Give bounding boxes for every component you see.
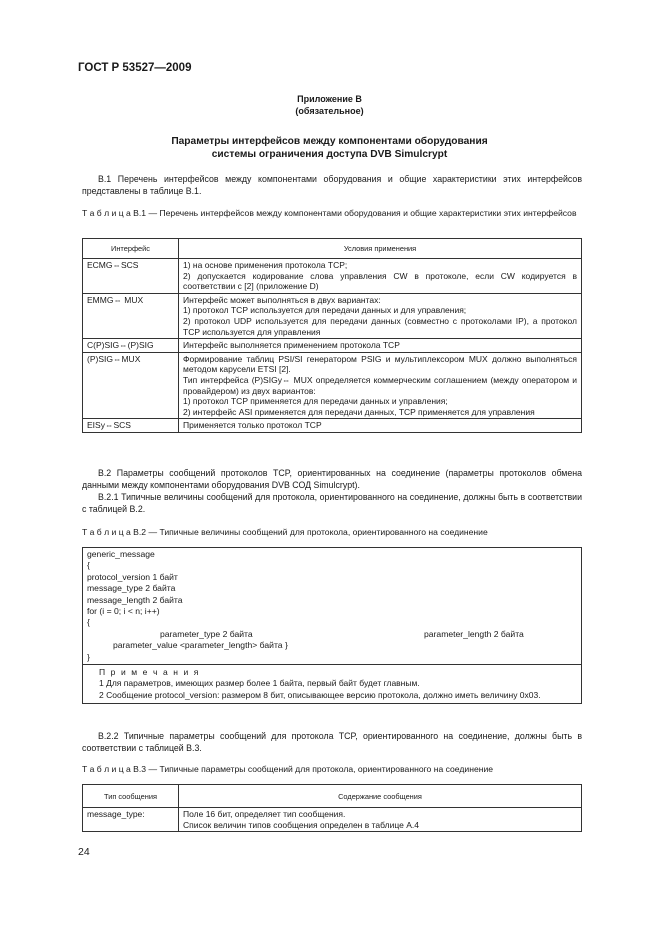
cell-message-type: message_type: — [83, 808, 179, 832]
code-line: { — [87, 617, 90, 628]
code-line-params — [87, 629, 577, 640]
table-interfaces — [82, 238, 582, 433]
table-header-row — [83, 239, 582, 259]
table2-caption — [82, 527, 582, 538]
appendix-status: (обязательное) — [295, 106, 364, 116]
cell-conditions: Применяется только протокол TCP — [179, 419, 582, 433]
note-item: 2 Сообщение protocol_version: размером 8 бит, описывающее версию протокола, должно иметь величину 0x03. — [99, 689, 541, 700]
table-row — [83, 419, 582, 433]
code-line: generic_message — [87, 549, 155, 559]
table-row — [83, 259, 582, 294]
code-parameter-length: parameter_length 2 байта — [424, 628, 524, 639]
table-row — [83, 339, 582, 353]
code-line: message_type 2 байта — [87, 583, 176, 594]
table3-caption — [82, 764, 582, 775]
section-b2-paragraph: В.2 Параметры сообщений протоколов TCP, ориентированных на соединение (параметры протоколов обмена данными между компонентами оборудования DVB СОД Simulcrypt). — [82, 468, 582, 490]
code-parameter-type: parameter_type 2 байта — [160, 628, 253, 639]
code-line: message_length 2 байта — [87, 594, 183, 605]
table3-label: Т а б л и ц а — [82, 764, 131, 774]
page-number: 24 — [78, 846, 90, 858]
appendix-heading-line1: Параметры интерфейсов между компонентами оборудования — [171, 136, 488, 147]
code-block — [83, 548, 581, 664]
code-line: protocol_version 1 байт — [87, 571, 178, 582]
table-row — [83, 293, 582, 338]
intro-paragraph: В.1 Перечень интерфейсов между компонентами оборудования и общие характеристики этих интерфейсов представлены в таблице В.1. — [82, 174, 582, 196]
header-message-type: Тип сообщения — [83, 785, 179, 808]
cell-conditions: Формирование таблиц PSI/SI генератором PSIG и мультиплексором MUX должно выполняться методом карусели ETSI [2]. Тип интерфейса (P)SIGy⇔ MUX определяется коммерческим соглашением (между оператором и провайдером) из двух вариантов: 1) протокол TCP применяется для передачи данных и управления; 2) интерфейс ASI применяется для передачи данных, TCP применяется для управления — [179, 352, 582, 419]
header-conditions: Условия применения — [179, 239, 582, 259]
note-item: 1 Для параметров, имеющих размер более 1 байта, первый байт будет главным. — [99, 678, 420, 689]
notes-title: П р и м е ч а н и я — [99, 667, 201, 678]
header-interface: Интерфейс — [83, 239, 179, 259]
table-message-params — [82, 784, 582, 832]
table-header-row — [83, 785, 582, 808]
cell-interface: (P)SIG⇔MUX — [83, 352, 179, 419]
code-line: } — [87, 651, 90, 662]
document-header: ГОСТ Р 53527—2009 — [78, 62, 192, 74]
table1-caption — [82, 208, 582, 219]
table2-label: Т а б л и ц а — [82, 527, 131, 537]
notes-block — [83, 664, 581, 703]
table-row — [83, 808, 582, 832]
appendix-heading-line2: системы ограничения доступа DVB Simulcrypt — [211, 149, 448, 160]
cell-message-content: Поле 16 бит, определяет тип сообщения. Список величин типов сообщения определен в таблице А.4 — [179, 808, 582, 832]
table3-caption-text: В.3 — Типичные параметры сообщений для протокола, ориентированного на соединение — [130, 764, 494, 774]
table2-caption-text: В.2 — Типичные величины сообщений для протокола, ориентированного на соединение — [130, 527, 488, 537]
header-message-content: Содержание сообщения — [179, 785, 582, 808]
cell-interface: EMMG⇔ MUX — [83, 293, 179, 338]
cell-interface: ECMG⇔SCS — [83, 259, 179, 294]
cell-interface: C(P)SIG⇔(P)SIG — [83, 339, 179, 353]
code-line: parameter_value <parameter_length> байта } — [113, 640, 288, 651]
code-line: for (i = 0; i < n; i++) — [87, 606, 160, 617]
appendix-title: Приложение В — [297, 94, 362, 104]
cell-conditions: 1) на основе применения протокола TCP; 2) допускается кодирование слова управления CW в протоколе, если CW кодируется в соответствии с [2] (приложение D) — [179, 259, 582, 294]
cell-interface: EISy⇔SCS — [83, 419, 179, 433]
cell-conditions: Интерфейс может выполняться в двух вариантах: 1) протокол TCP используется для передачи данных и для управления; 2) протокол UDP используется для передачи данных (совместно с протоколами IP), а протокол TCP используется для управления — [179, 293, 582, 338]
table1-label: Т а б л и ц а — [82, 208, 131, 218]
cell-conditions: Интерфейс выполняется применением протокола TCP — [179, 339, 582, 353]
table-generic-message — [82, 547, 582, 704]
code-line: { — [87, 560, 90, 571]
section-b22-paragraph: В.2.2 Типичные параметры сообщений для протокола TCP, ориентированного на соединение, должны быть в соответствии с таблицей В.3. — [82, 731, 582, 753]
table1-caption-text: В.1 — Перечень интерфейсов между компонентами оборудования и общие характеристики этих интерфейсов — [130, 208, 577, 218]
table-row — [83, 352, 582, 419]
section-b21-paragraph: В.2.1 Типичные величины сообщений для протокола, ориентированного на соединение, должны быть в соответствии с таблицей В.2. — [82, 492, 582, 514]
